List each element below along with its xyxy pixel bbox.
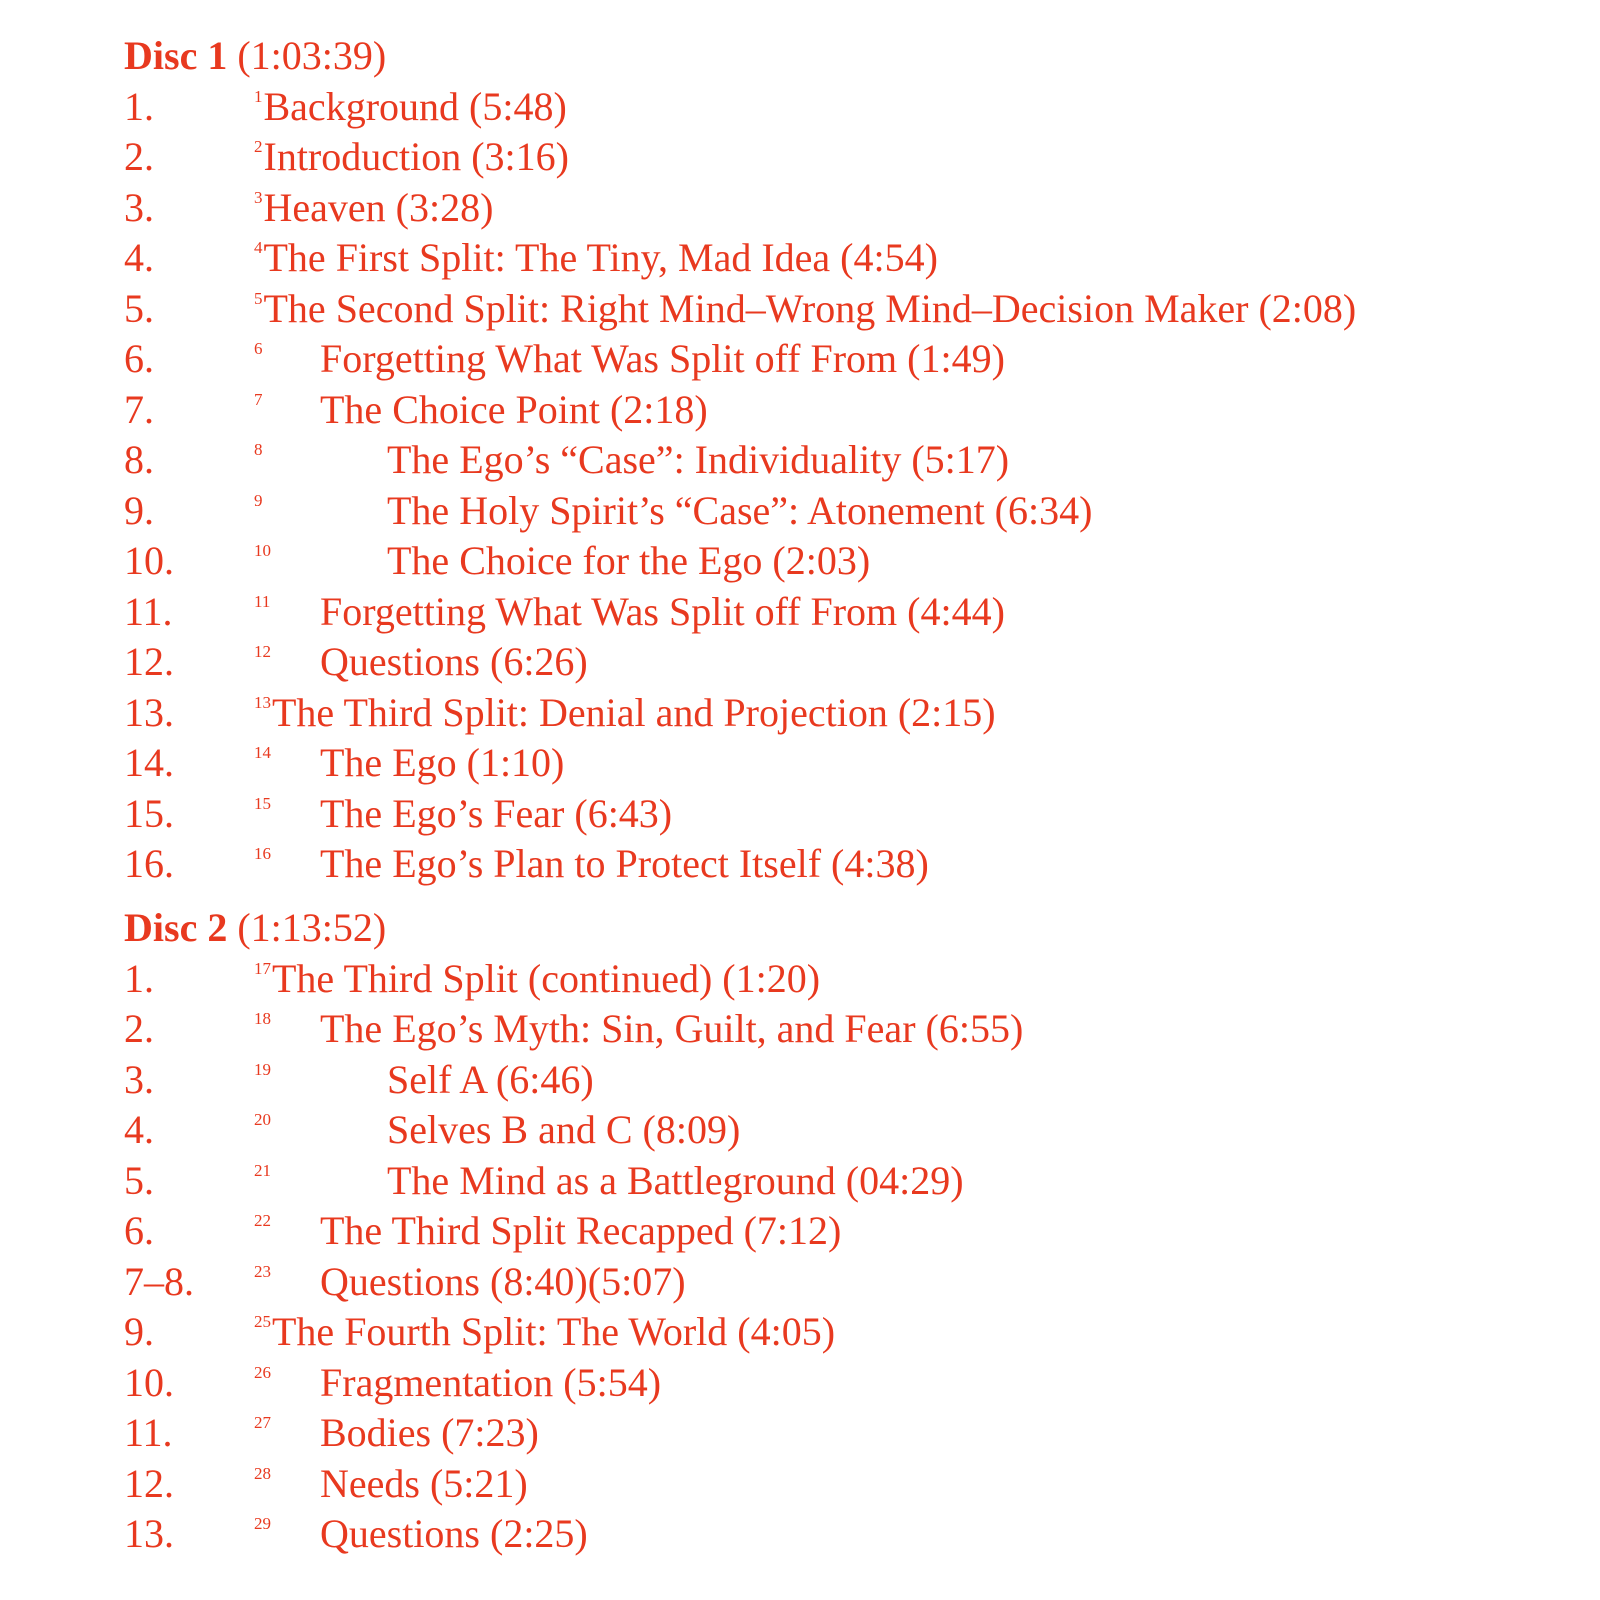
track-title: Bodies (7:23)	[320, 1410, 539, 1455]
disc-duration: (1:13:52)	[237, 905, 387, 950]
footnote-ref: 5	[254, 288, 263, 308]
track-title: Forgetting What Was Split off From (1:49)	[320, 336, 1005, 381]
track-number: 13.	[124, 1511, 174, 1556]
footnote-ref: 6	[254, 339, 263, 358]
track-title: The Third Split Recapped (7:12)	[320, 1208, 842, 1253]
track-title: The Ego’s Myth: Sin, Guilt, and Fear (6:55)	[320, 1006, 1024, 1051]
track-row	[0, 434, 1600, 486]
footnote-ref: 17	[254, 958, 271, 978]
track-title: The Ego’s Plan to Protect Itself (4:38)	[320, 841, 929, 886]
track-row	[0, 1407, 1600, 1459]
track-number: 9.	[124, 487, 154, 533]
track-number: 14.	[124, 740, 174, 785]
track-number: 3.	[124, 1056, 154, 1102]
track-number: 2.	[124, 1006, 154, 1051]
track-number: 7.	[124, 386, 154, 432]
footnote-ref: 11	[254, 591, 271, 611]
track-row	[0, 1054, 1600, 1106]
track-title: The Holy Spirit’s “Case”: Atonement (6:34)	[387, 487, 1093, 533]
track-row	[0, 1155, 1600, 1207]
track-row	[0, 636, 1600, 688]
track-number: 3.	[124, 184, 154, 230]
footnote-ref: 29	[254, 1514, 271, 1533]
track-number: 12.	[124, 1460, 174, 1506]
footnote-ref: 19	[254, 1059, 271, 1079]
track-row	[0, 953, 1600, 1005]
track-title: Self A (6:46)	[387, 1056, 594, 1102]
footnote-ref: 10	[254, 541, 271, 560]
track-number: 10.	[124, 1359, 174, 1405]
track-title: Fragmentation (5:54)	[320, 1359, 662, 1405]
track-row	[0, 1256, 1600, 1308]
track-title: Needs (5:21)	[320, 1460, 528, 1506]
track-number: 1.	[124, 955, 154, 1001]
track-number: 12.	[124, 639, 174, 684]
footnote-ref: 14	[254, 743, 271, 762]
track-title: Introduction (3:16)	[263, 134, 569, 179]
track-row	[0, 485, 1600, 537]
footnote-ref: 12	[254, 642, 271, 661]
track-number: 6.	[124, 1208, 154, 1253]
track-number: 11.	[124, 588, 173, 634]
disc-duration: (1:03:39)	[237, 33, 387, 78]
track-row	[0, 182, 1600, 234]
footnote-ref: 1	[254, 86, 263, 106]
track-number: 7–8.	[124, 1258, 194, 1304]
track-number: 13.	[124, 689, 174, 735]
footnote-ref: 16	[254, 844, 271, 863]
track-row	[0, 131, 1600, 183]
track-title: The Fourth Split: The World (4:05)	[272, 1309, 836, 1354]
track-row	[0, 737, 1600, 789]
track-number: 1.	[124, 83, 154, 129]
track-row	[0, 1357, 1600, 1409]
footnote-ref: 20	[254, 1110, 271, 1129]
footnote-ref: 27	[254, 1413, 271, 1432]
track-row	[0, 586, 1600, 638]
track-number: 10.	[124, 538, 174, 583]
track-title: Questions (8:40)(5:07)	[320, 1258, 686, 1304]
track-row	[0, 232, 1600, 284]
footnote-ref: 8	[254, 440, 263, 459]
track-title: The First Split: The Tiny, Mad Idea (4:54)	[263, 235, 938, 280]
track-title: Forgetting What Was Split off From (4:44)	[320, 588, 1005, 634]
track-row	[0, 333, 1600, 385]
track-number: 4.	[124, 235, 154, 280]
track-number: 4.	[124, 1107, 154, 1152]
disc-label: Disc 1	[124, 33, 228, 78]
footnote-ref: 25	[254, 1312, 271, 1331]
track-row	[0, 384, 1600, 436]
footnote-ref: 7	[254, 389, 263, 409]
track-title: Questions (2:25)	[320, 1511, 588, 1556]
track-number: 8.	[124, 437, 154, 482]
track-number: 11.	[124, 1410, 173, 1455]
track-row	[0, 1104, 1600, 1156]
track-number: 15.	[124, 790, 174, 836]
track-title: The Third Split (continued) (1:20)	[272, 955, 821, 1001]
track-title: The Ego’s “Case”: Individuality (5:17)	[387, 437, 1010, 482]
track-row	[0, 81, 1600, 133]
track-title: Background (5:48)	[263, 83, 567, 129]
footnote-ref: 18	[254, 1009, 271, 1028]
track-title: Questions (6:26)	[320, 639, 588, 684]
track-title: The Ego’s Fear (6:43)	[320, 790, 673, 836]
track-title: The Second Split: Right Mind–Wrong Mind–Decision Maker (2:08)	[263, 285, 1357, 331]
track-number: 9.	[124, 1309, 154, 1354]
track-row	[0, 1458, 1600, 1510]
track-row	[0, 283, 1600, 335]
track-title: The Mind as a Battleground (04:29)	[387, 1157, 964, 1203]
track-number: 2.	[124, 134, 154, 179]
track-number: 5.	[124, 285, 154, 331]
footnote-ref: 23	[254, 1261, 271, 1281]
track-title: Heaven (3:28)	[263, 184, 494, 230]
footnote-ref: 4	[254, 238, 263, 257]
footnote-ref: 2	[254, 137, 263, 156]
footnote-ref: 3	[254, 187, 263, 207]
track-title: The Third Split: Denial and Projection (2:15)	[272, 689, 996, 735]
footnote-ref: 13	[254, 692, 271, 712]
track-row	[0, 838, 1600, 890]
footnote-ref: 21	[254, 1160, 271, 1180]
track-row	[0, 1205, 1600, 1257]
track-number: 5.	[124, 1157, 154, 1203]
track-row	[0, 1306, 1600, 1358]
track-title: The Ego (1:10)	[320, 740, 565, 785]
footnote-ref: 26	[254, 1362, 271, 1382]
track-row	[0, 1508, 1600, 1560]
track-row	[0, 1003, 1600, 1055]
footnote-ref: 22	[254, 1211, 271, 1230]
footnote-ref: 28	[254, 1463, 271, 1483]
track-number: 16.	[124, 841, 174, 886]
track-row	[0, 535, 1600, 587]
track-row	[0, 687, 1600, 739]
footnote-ref: 9	[254, 490, 263, 510]
track-title: Selves B and C (8:09)	[387, 1107, 741, 1152]
track-row	[0, 788, 1600, 840]
footnote-ref: 15	[254, 793, 271, 813]
disc-label: Disc 2	[124, 905, 228, 950]
track-title: The Choice for the Ego (2:03)	[387, 538, 871, 583]
track-title: The Choice Point (2:18)	[320, 386, 708, 432]
track-number: 6.	[124, 336, 154, 381]
